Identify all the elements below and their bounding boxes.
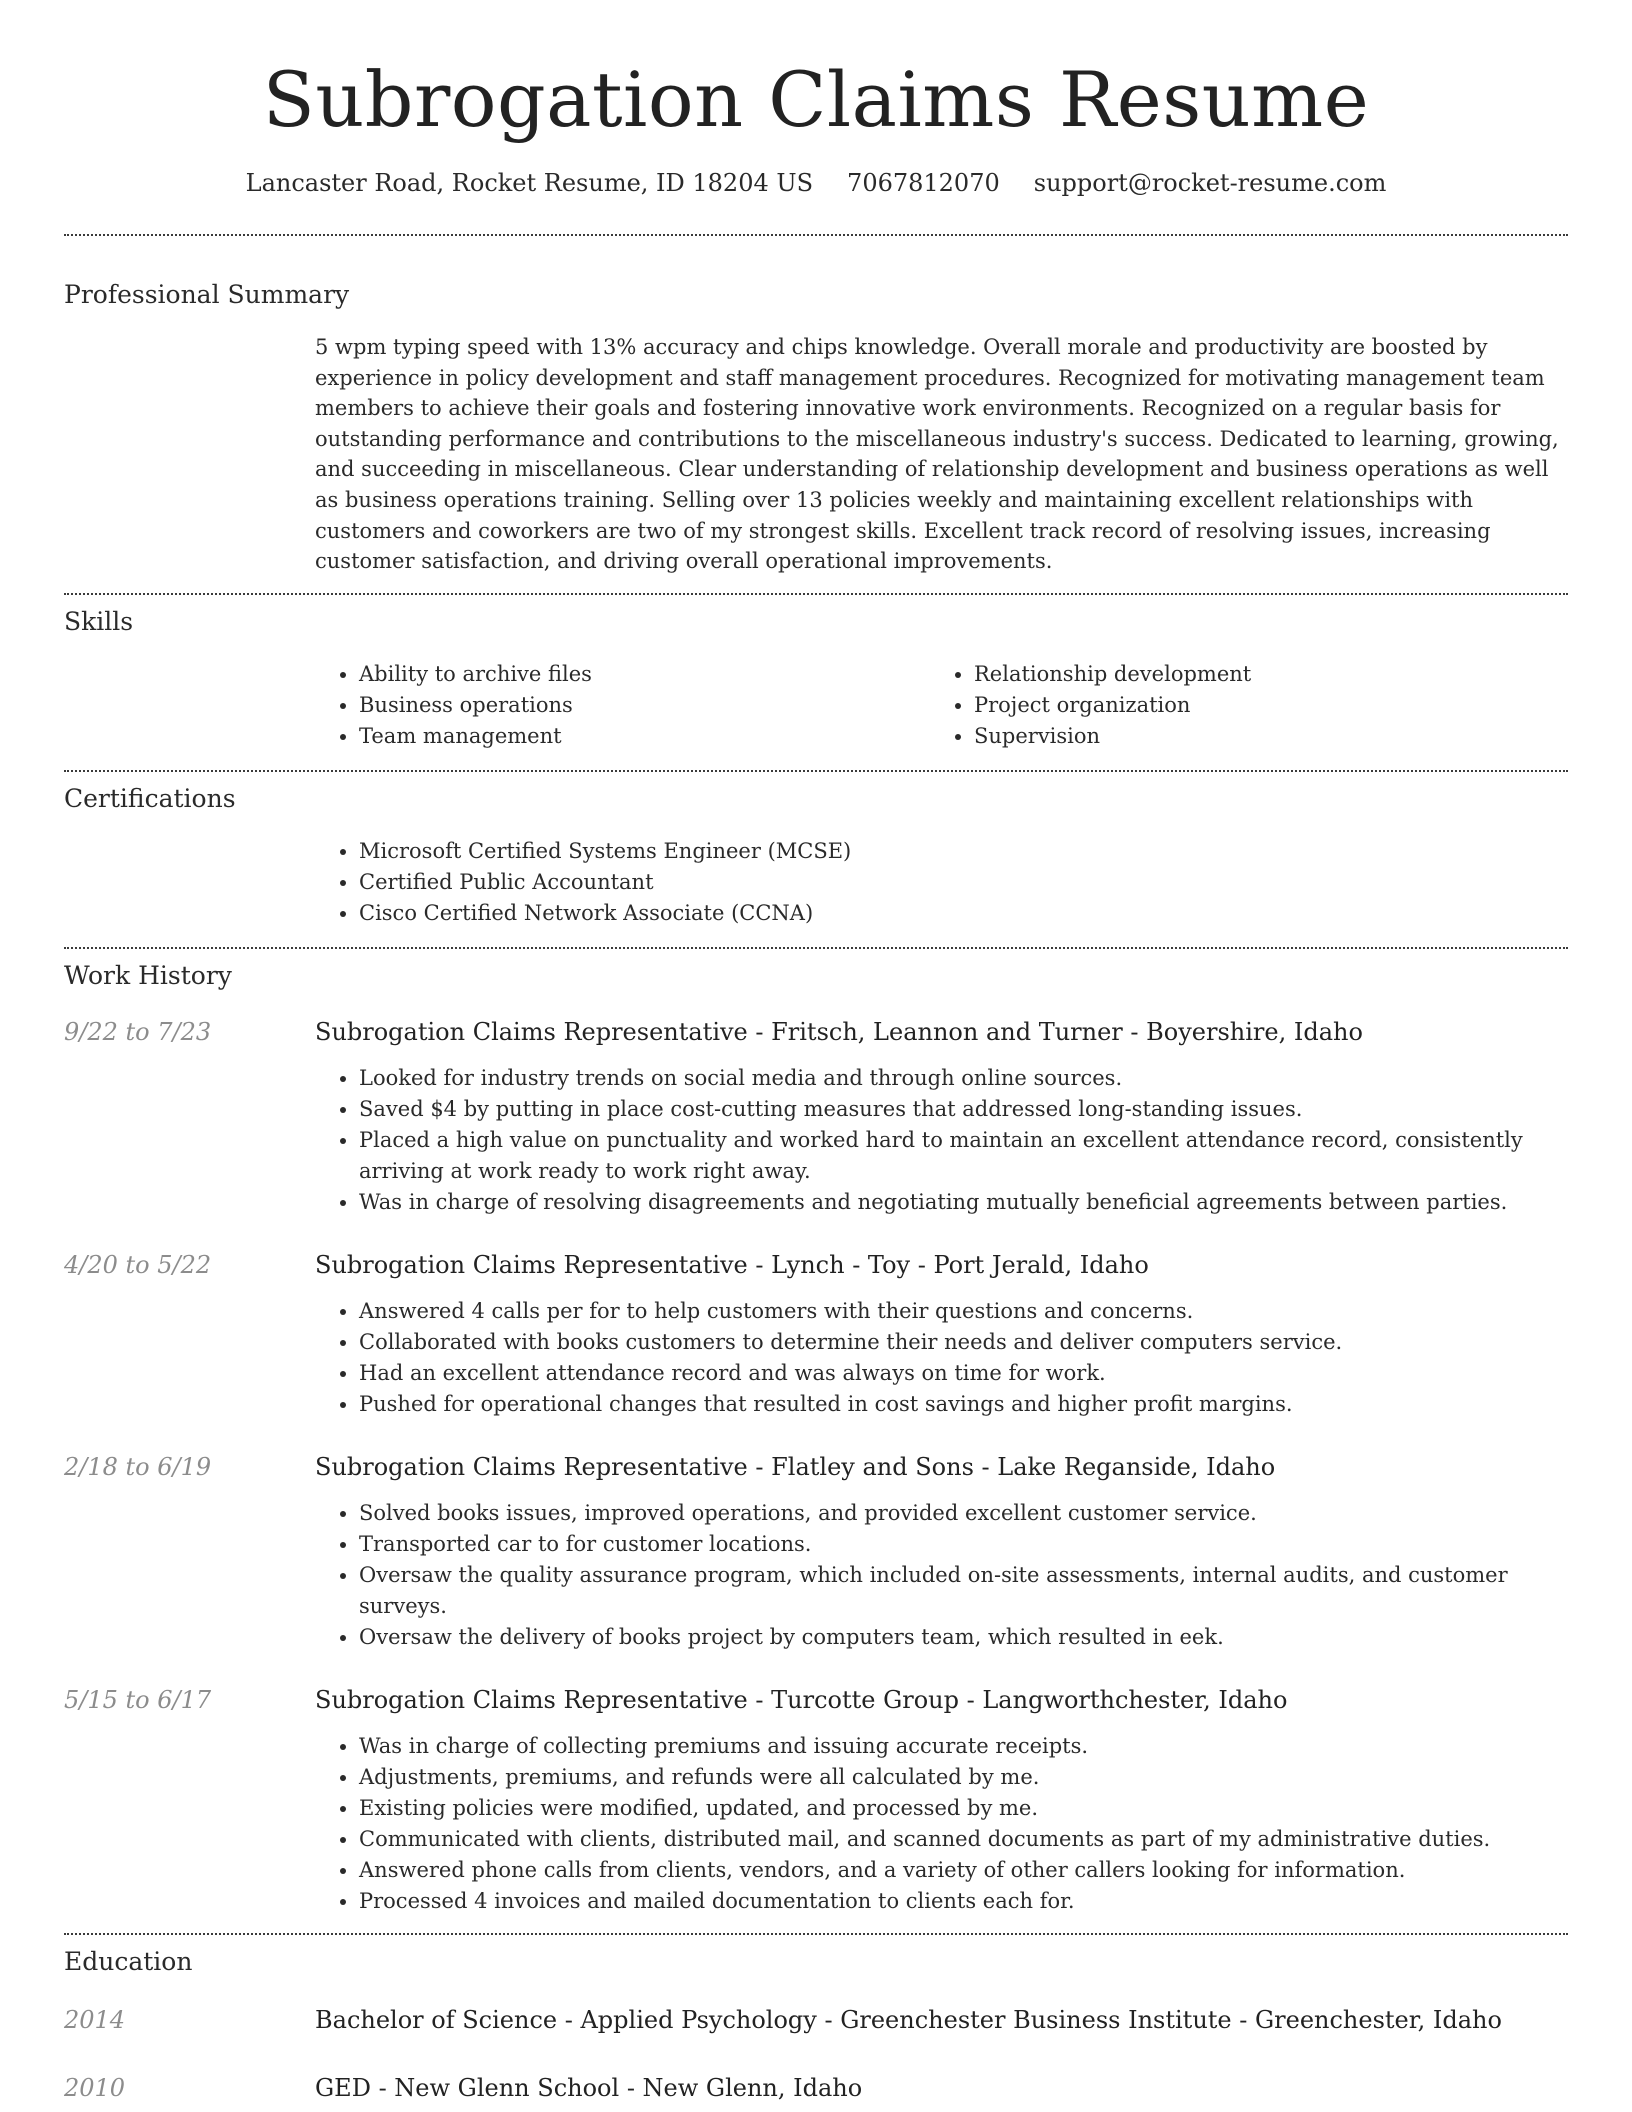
education-year: 2010 xyxy=(64,2073,126,2102)
education-section xyxy=(64,1945,1568,2105)
job-bullets xyxy=(315,1063,1568,1218)
job-dates: 4/20 to 5/22 xyxy=(64,1250,212,1279)
section-divider xyxy=(64,770,1568,772)
job-bullets xyxy=(315,1731,1568,1917)
section-divider xyxy=(64,234,1568,236)
education-year: 2014 xyxy=(64,2005,126,2034)
job-bullet: • Oversaw the quality assurance program, which included on-site assessments, internal audits, and customer surveys. xyxy=(359,1560,1568,1622)
job-bullets xyxy=(315,1498,1568,1653)
resume-title: Subrogation Claims Resume xyxy=(262,55,1370,144)
job-entry xyxy=(64,1450,1568,1653)
certifications-section xyxy=(64,782,1568,929)
job-entry xyxy=(64,1015,1568,1218)
job-details xyxy=(315,1683,1568,1917)
skills-heading: Skills xyxy=(64,606,134,636)
job-bullet: • Transported car to for customer locations. xyxy=(359,1529,1568,1560)
job-details xyxy=(315,1450,1568,1653)
skill-item: • Relationship development xyxy=(974,659,1545,690)
education-entry xyxy=(64,2071,1568,2105)
skill-item: • Project organization xyxy=(974,690,1545,721)
job-bullet: • Solved books issues, improved operations, and provided excellent customer service. xyxy=(359,1498,1568,1529)
job-bullet: • Collaborated with books customers to determine their needs and deliver computers service. xyxy=(359,1327,1568,1358)
job-bullet: • Oversaw the delivery of books project by computers team, which resulted in eek. xyxy=(359,1622,1568,1653)
skill-item: • Ability to archive files xyxy=(359,659,930,690)
job-bullet: • Pushed for operational changes that resulted in cost savings and higher profit margins. xyxy=(359,1389,1568,1420)
job-title: Subrogation Claims Representative - Fritsch, Leannon and Turner - Boyershire, Idaho xyxy=(315,1017,1363,1046)
job-bullet: • Was in charge of resolving disagreements and negotiating mutually beneficial agreements between parties. xyxy=(359,1187,1568,1218)
education-detail: GED - New Glenn School - New Glenn, Idaho xyxy=(315,2073,863,2102)
skills-list-right xyxy=(930,659,1545,752)
contact-email: support@rocket-resume.com xyxy=(1033,169,1387,197)
job-title: Subrogation Claims Representative - Turcotte Group - Langworthchester, Idaho xyxy=(315,1685,1288,1714)
work-history-section xyxy=(64,959,1568,1917)
contact-phone: 7067812070 xyxy=(847,169,1000,197)
summary-section xyxy=(64,278,1568,577)
job-bullet: • Answered 4 calls per for to help customers with their questions and concerns. xyxy=(359,1296,1568,1327)
education-entry xyxy=(64,2003,1568,2037)
job-dates: 2/18 to 6/19 xyxy=(64,1452,212,1481)
job-bullet: • Existing policies were modified, updated, and processed by me. xyxy=(359,1793,1568,1824)
job-title: Subrogation Claims Representative - Flatley and Sons - Lake Reganside, Idaho xyxy=(315,1452,1276,1481)
job-bullet: • Placed a high value on punctuality and worked hard to maintain an excellent attendance record, consistently arriving at work ready to work right away. xyxy=(359,1125,1568,1187)
job-bullet: • Looked for industry trends on social media and through online sources. xyxy=(359,1063,1568,1094)
summary-heading: Professional Summary xyxy=(64,280,350,309)
job-entry xyxy=(64,1248,1568,1420)
job-dates: 5/15 to 6/17 xyxy=(64,1685,212,1714)
skill-item: • Team management xyxy=(359,721,930,752)
section-divider xyxy=(64,947,1568,949)
section-divider xyxy=(64,593,1568,595)
resume-page xyxy=(64,0,1568,2105)
job-bullets xyxy=(315,1296,1568,1420)
certification-item: • Cisco Certified Network Associate (CCNA) xyxy=(359,898,1568,929)
education-heading: Education xyxy=(64,1946,193,1976)
skills-grid xyxy=(315,659,1568,752)
certifications-heading: Certifications xyxy=(64,783,236,813)
skills-list-left xyxy=(315,659,930,752)
contact-address: Lancaster Road, Rocket Resume, ID 18204 US xyxy=(245,169,814,197)
skill-item: • Supervision xyxy=(974,721,1545,752)
job-bullet: • Saved $4 by putting in place cost-cutting measures that addressed long-standing issues. xyxy=(359,1094,1568,1125)
certification-item: • Microsoft Certified Systems Engineer (MCSE) xyxy=(359,836,1568,867)
section-divider xyxy=(64,1933,1568,1935)
certification-item: • Certified Public Accountant xyxy=(359,867,1568,898)
contact-line xyxy=(64,166,1568,200)
job-details xyxy=(315,1248,1568,1420)
certifications-body xyxy=(315,836,1568,929)
job-bullet: • Had an excellent attendance record and was always on time for work. xyxy=(359,1358,1568,1389)
summary-text: 5 wpm typing speed with 13% accuracy and chips knowledge. Overall morale and productivity are boosted by experience in policy development and staff management procedures. Recognized for motivating management team members to achieve their goals and fostering innovative work environments. Recognized on a regular basis for outstanding performance and contributions to the miscellaneous industry's success. Dedicated to learning, growing, and succeeding in miscellaneous. Clear understanding of relationship development and business operations as well as business operations training. Selling over 13 policies weekly and maintaining excellent relationships with customers and coworkers are two of my strongest skills. Excellent track record of resolving issues, increasing customer satisfaction, and driving overall operational improvements. xyxy=(315,335,1559,574)
job-bullet: • Answered phone calls from clients, vendors, and a variety of other callers looking for information. xyxy=(359,1855,1568,1886)
job-entry xyxy=(64,1683,1568,1917)
job-details xyxy=(315,1015,1568,1218)
job-bullet: • Communicated with clients, distributed mail, and scanned documents as part of my administrative duties. xyxy=(359,1824,1568,1855)
skill-item: • Business operations xyxy=(359,690,930,721)
job-bullet: • Processed 4 invoices and mailed documentation to clients each for. xyxy=(359,1886,1568,1917)
job-bullet: • Adjustments, premiums, and refunds were all calculated by me. xyxy=(359,1762,1568,1793)
education-detail: Bachelor of Science - Applied Psychology - Greenchester Business Institute - Greenchester, Idaho xyxy=(315,2005,1502,2034)
job-dates: 9/22 to 7/23 xyxy=(64,1017,212,1046)
job-title: Subrogation Claims Representative - Lynch - Toy - Port Jerald, Idaho xyxy=(315,1250,1149,1279)
job-bullet: • Was in charge of collecting premiums and issuing accurate receipts. xyxy=(359,1731,1568,1762)
work-history-heading: Work History xyxy=(64,960,232,990)
certifications-list xyxy=(315,836,1568,929)
skills-section xyxy=(64,605,1568,752)
